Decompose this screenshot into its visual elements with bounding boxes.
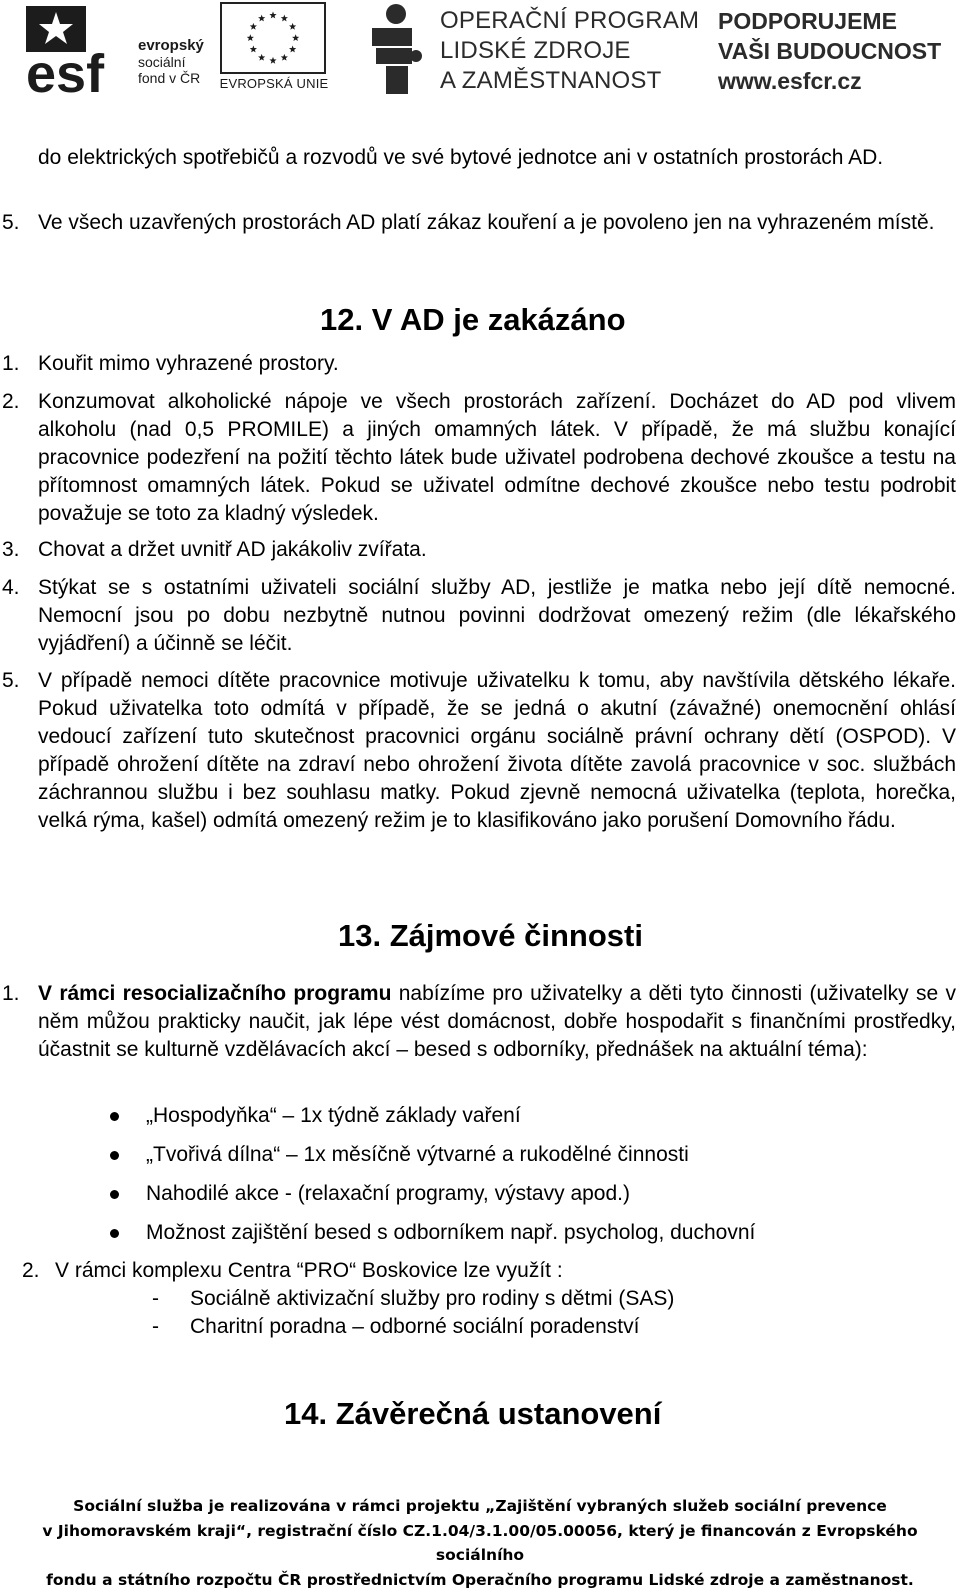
item-number: 5.	[2, 209, 20, 237]
dash-marker: -	[152, 1313, 159, 1341]
svg-text:esf: esf	[26, 44, 105, 94]
esf-mark-icon	[26, 2, 130, 94]
footer-line-3: fondu a státního rozpočtu ČR prostřednictvím Operačního programu Lidské zdroje a zaměstnanost.	[0, 1568, 960, 1592]
item-number: 2.	[22, 1257, 40, 1285]
support-title	[718, 6, 941, 96]
bullet-item: Možnost zajištění besed s odborníkem např. psycholog, duchovní	[146, 1219, 755, 1247]
list-item-text: Konzumovat alkoholické nápoje ve všech prostorách zařízení. Docházet do AD pod vlivem alkoholu (nad 0,5 PROMILE) a jiných omamných látek. V případě, že má službu konající pracovnice podezření na požití těchto látek bude uživatel podrobena dechové zkoušce a testu na přítomnost omamných látek. Pokud se uživatel odmítne dechové zkoušce nebo testu podrobit považuje se toto za kladný výsledek.	[38, 388, 956, 528]
eu-flag-icon	[220, 2, 326, 74]
program-description: nabízíme pro uživatelky a děti tyto činnosti (uživatelky se v něm můžou prakticky naučit, jak lépe vést domácnost, dobře hospodařit s finančními prostředky, účastnit se kulturně vzdělávacích akcí – besed s odborníky, přednášek na aktuální téma):	[38, 982, 956, 1061]
item-number: 4.	[2, 574, 20, 602]
list-item-text	[38, 980, 956, 1064]
section-12-heading: 12. V AD je zakázáno	[320, 302, 626, 338]
esf-logo	[26, 0, 216, 96]
dash-item: Charitní poradna – odborné sociální poradenství	[190, 1313, 639, 1341]
support-line-1: PODPORUJEME	[718, 6, 941, 36]
esf-text-line-2: sociální	[138, 54, 204, 70]
bullet-item: „Tvořivá dílna“ – 1x měsíčně výtvarné a rukodělné činnosti	[146, 1141, 689, 1169]
section-14-heading: 14. Závěrečná ustanovení	[284, 1396, 661, 1432]
op-program-title	[440, 6, 699, 96]
list-item-text: Stýkat se s ostatními uživateli sociální služby AD, jestliže je matka nebo její dítě nemocné. Nemocní jsou po dobu nezbytně nutnou povinni dodržovat omezený režim (dle lékařského vyjádření) a účinně se léčit.	[38, 574, 956, 658]
list-item-text: Kouřit mimo vyhrazené prostory.	[38, 350, 339, 378]
esf-text-line-1: evropský	[138, 38, 204, 54]
list-item-text: V případě nemoci dítěte pracovnice motivuje uživatelku k tomu, aby navštívila dětského lékaře. Pokud uživatelka toto odmítá v případě, že se jedná o akutní (závažné) onemocnění ohlásí vedoucí zařízení tuto skutečnost pracovnici orgánu sociálně právní ochrany dětí (OSPOD). V případě ohrožení dítěte na zdraví nebo ohrožení života dítěte zavolá pracovnice v soc. službách záchrannou službu i bez souhlasu matky. Pokud zjevně nemocná uživatelka (teplota, horečka, velká rýma, kašel) odmítá omezený režim je to klasifikováno jako porušení Domovního řádu.	[38, 667, 956, 835]
item-number: 2.	[2, 388, 20, 416]
continuation-paragraph: do elektrických spotřebičů a rozvodů ve své bytové jednotce ani v ostatních prostorách AD.	[38, 144, 956, 172]
item-number: 1.	[2, 350, 20, 378]
op-title-line-3: A ZAMĚSTNANOST	[440, 66, 699, 96]
dash-item: Sociálně aktivizační služby pro rodiny s dětmi (SAS)	[190, 1285, 674, 1313]
footer-line-1: Sociální služba je realizována v rámci projektu „Zajištění vybraných služeb sociální prevence	[0, 1494, 960, 1519]
header-logos	[0, 0, 960, 100]
item-number: 3.	[2, 536, 20, 564]
bullet-icon	[110, 1112, 119, 1121]
item-number: 5.	[2, 667, 20, 695]
program-name: V rámci resocializačního programu	[38, 982, 391, 1005]
list-item-text: V rámci komplexu Centra “PRO“ Boskovice lze využít :	[55, 1257, 563, 1285]
bullet-icon	[110, 1190, 119, 1199]
op-title-line-1: OPERAČNÍ PROGRAM	[440, 6, 699, 36]
list-item-text: Ve všech uzavřených prostorách AD platí zákaz kouření a je povoleno jen na vyhrazeném místě.	[38, 209, 956, 237]
support-website: www.esfcr.cz	[718, 66, 941, 96]
esf-logo-text	[138, 38, 204, 86]
dash-marker: -	[152, 1285, 159, 1313]
eu-caption: EVROPSKÁ UNIE	[218, 76, 330, 91]
footer-line-2: v Jihomoravském kraji“, registrační číslo CZ.1.04/3.1.00/05.00056, který je financován z Evropského sociálního	[0, 1519, 960, 1568]
list-item-text: Chovat a držet uvnitř AD jakákoliv zvířata.	[38, 536, 427, 564]
project-footer	[0, 1494, 960, 1592]
eu-logo	[218, 0, 330, 96]
support-line-2: VAŠI BUDOUCNOST	[718, 36, 941, 66]
bullet-item: Nahodilé akce - (relaxační programy, výstavy apod.)	[146, 1180, 630, 1208]
bullet-item: „Hospodyňka“ – 1x týdně základy vaření	[146, 1102, 521, 1130]
esf-text-line-3: fond v ČR	[138, 70, 204, 86]
section-13-heading: 13. Zájmové činnosti	[338, 918, 643, 954]
op-lzz-icon	[364, 0, 428, 96]
op-title-line-2: LIDSKÉ ZDROJE	[440, 36, 699, 66]
bullet-icon	[110, 1229, 119, 1238]
bullet-icon	[110, 1151, 119, 1160]
item-number: 1.	[2, 980, 20, 1008]
